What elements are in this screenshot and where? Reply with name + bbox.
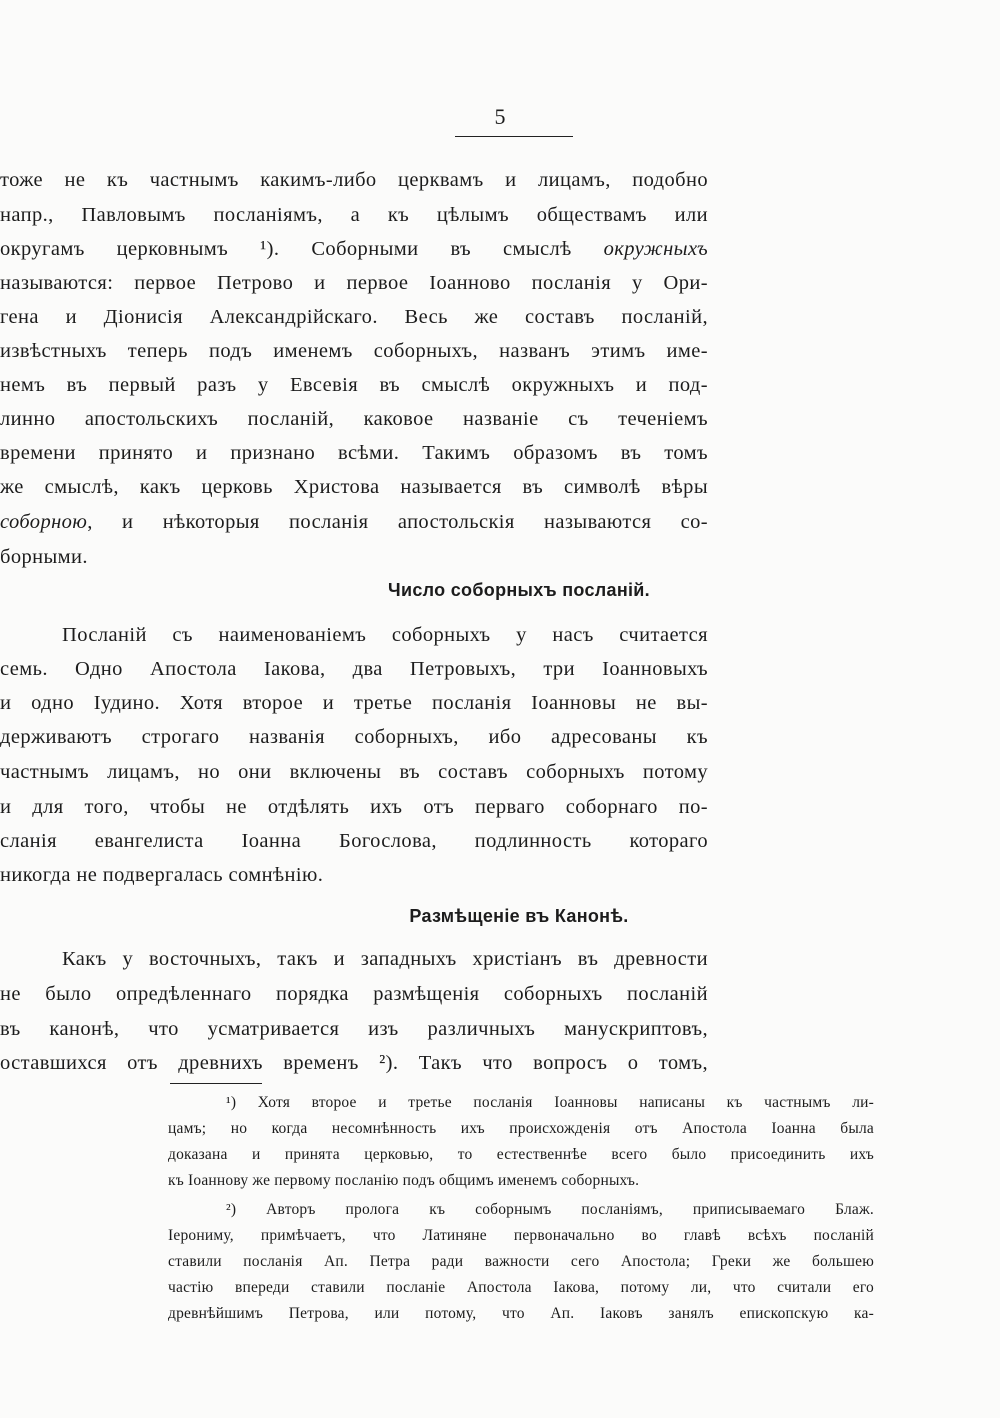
text-line: Какъ у восточныхъ, такъ и западныхъ христіанъ въ древности xyxy=(62,948,708,970)
text-line: держиваютъ строгаго названія соборныхъ, ибо адресованы къ xyxy=(0,726,708,748)
text-line: оставшихся отъ древнихъ временъ ²). Такъ что вопросъ о томъ, xyxy=(0,1052,708,1074)
footnote-line: Іерониму, примѣчаетъ, что Латиняне первоначально во главѣ всѣхъ посланій xyxy=(168,1227,874,1244)
text-line: же смыслѣ, какъ церковь Христова называется въ символѣ вѣры xyxy=(0,476,708,498)
text-line: никогда не подвергалась сомнѣнію. xyxy=(0,864,324,886)
footnote-line: ставили посланія Ап. Петра ради важности сего Апостола; Греки же большею xyxy=(168,1253,874,1270)
text-line: семь. Одно Апостола Іакова, два Петровыхъ, три Іоанновыхъ xyxy=(0,658,708,680)
footnote-line: къ Іоаннову же первому посланію подъ общимъ именемъ соборныхъ. xyxy=(168,1172,640,1189)
text-line: и одно Іудино. Хотя второе и третье посланія Іоанновы не вы- xyxy=(0,692,708,714)
text-line: въ канонѣ, что усматривается изъ различныхъ манускриптовъ, xyxy=(0,1018,708,1040)
text-line: частнымъ лицамъ, но они включены въ составъ соборныхъ потому xyxy=(0,761,708,783)
text-line: напр., Павловымъ посланіямъ, а къ цѣлымъ обществамъ или xyxy=(0,204,708,226)
text-line: линно апостольскихъ посланій, каковое названіе съ теченіемъ xyxy=(0,408,708,430)
header-rule xyxy=(455,136,573,137)
text-line: называются: первое Петрово и первое Іоанново посланія у Ори- xyxy=(0,272,708,294)
text-line: извѣстныхъ теперь подъ именемъ соборныхъ, названъ этимъ име- xyxy=(0,340,708,362)
footnote-rule xyxy=(170,1083,262,1084)
emphasis: окружныхъ xyxy=(603,238,708,260)
section-heading-canon: Размѣщеніе въ Канонѣ. xyxy=(409,906,629,926)
text-line: не было опредѣленнаго порядка размѣщенія соборныхъ посланій xyxy=(0,983,708,1005)
text-line: немъ въ первый разъ у Евсевія въ смыслѣ окружныхъ и под- xyxy=(0,374,708,396)
text-line: и для того, чтобы не отдѣлять ихъ отъ перваго соборнаго по- xyxy=(0,796,708,818)
footnote-line: цамъ; но когда несомнѣнность ихъ происхожденія отъ Апостола Іоанна была xyxy=(168,1120,874,1137)
text-line: борными. xyxy=(0,546,88,568)
footnote-line: ²) Авторъ пролога къ соборнымъ посланіямъ, приписываемаго Блаж. xyxy=(226,1201,874,1218)
footnote-line: ¹) Хотя второе и третье посланія Іоанновы написаны къ частнымъ ли- xyxy=(226,1094,874,1111)
footnote-line: частію впереди ставили посланіе Апостола Іакова, потому ли, что считали его xyxy=(168,1279,874,1296)
text-line: гена и Діонисія Александрійскаго. Весь же составъ посланій, xyxy=(0,306,708,328)
text-line: тоже не къ частнымъ какимъ-либо церквамъ и лицамъ, подобно xyxy=(0,169,708,191)
emphasis: соборною xyxy=(0,511,88,533)
page-number: 5 xyxy=(494,104,506,129)
footnote-line: древнѣйшимъ Петрова, или потому, что Ап. Іаковъ занялъ епископскую ка- xyxy=(168,1305,874,1322)
text-line: времени принято и признано всѣми. Такимъ образомъ въ томъ xyxy=(0,442,708,464)
footnote-line: доказана и принята церковью, то естественнѣе всего было присоединить ихъ xyxy=(168,1146,874,1163)
text-line: соборною, и нѣкоторыя посланія апостольскія называются со- xyxy=(0,511,708,533)
section-heading-number: Число соборныхъ посланій. xyxy=(388,580,650,600)
text-line: округамъ церковнымъ ¹). Соборными въ смыслѣ окружныхъ xyxy=(0,238,708,260)
text-line: Посланій съ наименованіемъ соборныхъ у насъ считается xyxy=(62,624,708,646)
text-line: сланія евангелиста Іоанна Богослова, подлинность котораго xyxy=(0,830,708,852)
